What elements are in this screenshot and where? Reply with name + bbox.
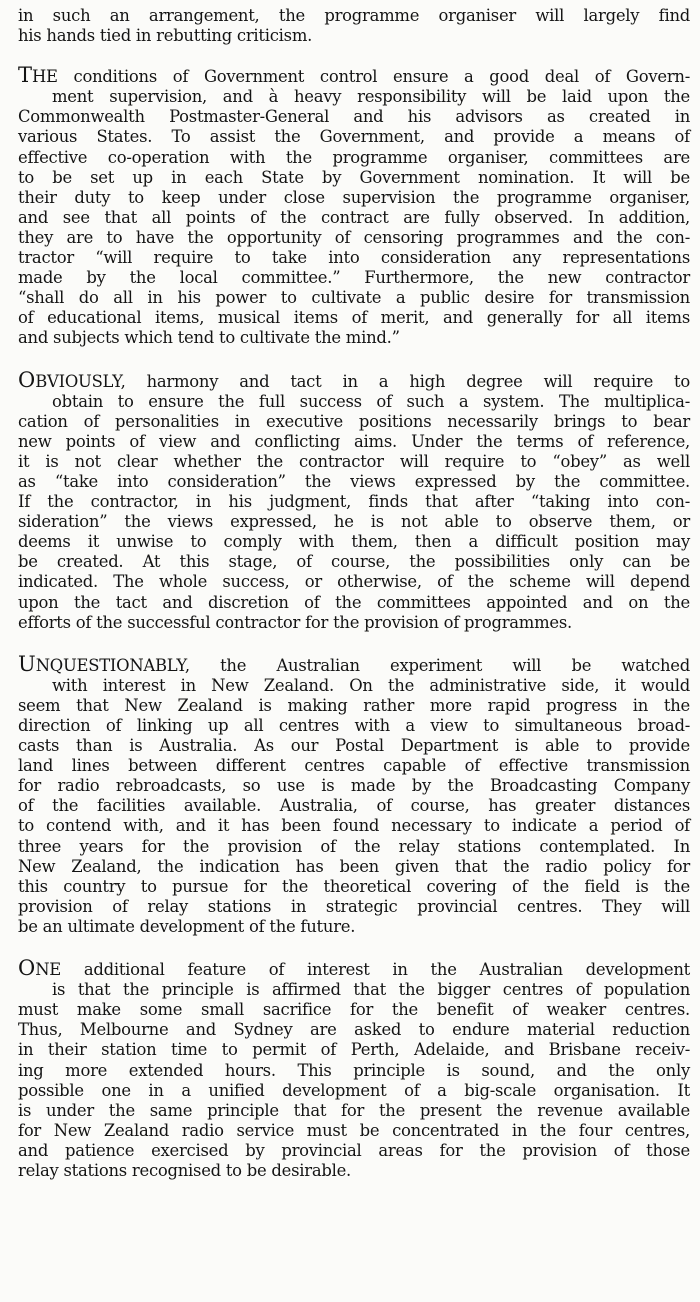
text-line: for New Zealand radio service must be concentrated in the four centres, [18, 1120, 690, 1140]
text-line: is that the principle is affirmed that the bigger centres of population [52, 980, 690, 1000]
text-line: Thus, Melbourne and Sydney are asked to endure material reduction [18, 1020, 690, 1040]
text-line: and patience exercised by provincial areas for the provision of those [18, 1140, 690, 1160]
text-line: with interest in New Zealand. On the administrative side, it would [52, 675, 690, 695]
text-line: in their station time to permit of Perth, Adelaide, and Brisbane receiv- [18, 1040, 690, 1060]
initial-letter: U [18, 651, 36, 676]
text-line: deems it unwise to comply with them, then a difficult position may [18, 532, 690, 552]
text-line: of educational items, musical items of merit, and generally for all items [18, 308, 690, 328]
text-line: they are to have the opportunity of censoring programmes and the con- [18, 227, 690, 247]
text-line-rest: HE conditions of Government control ensure a good deal of Govern- [32, 67, 690, 87]
text-line-rest: NQUESTIONABLY, the Australian experiment will be watched [35, 655, 690, 675]
text-line: direction of linking up all centres with a view to simultaneous broad- [18, 716, 690, 735]
text-line: be created. At this stage, of course, the possibilities only can be [18, 552, 690, 572]
text-line: ment supervision, and à heavy responsibility will be laid upon the [52, 87, 690, 107]
text-line: casts than is Australia. As our Postal Department is able to provide [18, 736, 690, 756]
text-line: his hands tied in rebutting criticism. [18, 26, 313, 46]
text-line: this country to pursue for the theoretical covering of the field is the [18, 876, 690, 896]
paragraph-additional-feature [18, 956, 690, 1181]
text-line: ing more extended hours. This principle is sound, and the only [18, 1060, 690, 1080]
text-line [18, 367, 690, 392]
paragraph-government-control [18, 63, 690, 348]
text-line: “shall do all in his power to cultivate a public desire for transmission [18, 288, 690, 308]
text-line: Commonwealth Postmaster-General and his advisors as created in [18, 107, 690, 127]
text-line: in such an arrangement, the programme organiser will largely find [18, 6, 690, 25]
text-line: relay stations recognised to be desirable. [18, 1160, 352, 1180]
paragraph-continuation [18, 6, 690, 46]
text-line: be an ultimate development of the future. [18, 916, 356, 936]
text-line: obtain to ensure the full success of such a system. The multiplica- [52, 391, 690, 411]
text-line: provision of relay stations in strategic provincial centres. They will [18, 896, 690, 916]
text-line: must make some small sacrifice for the benefit of weaker centres. [18, 1000, 690, 1020]
text-line: for radio rebroadcasts, so use is made by the Broadcasting Company [18, 776, 690, 796]
text-line: three years for the provision of the relay stations contemplated. In [18, 836, 690, 856]
text-line: of the facilities available. Australia, of course, has greater distances [18, 796, 690, 816]
text-line-rest: BVIOUSLY, harmony and tact in a high degree will require to [35, 371, 690, 391]
text-line: is under the same principle that for the present the revenue available [18, 1100, 690, 1120]
text-line: new points of view and conflicting aims. Under the terms of reference, [18, 431, 690, 451]
text-line: cation of personalities in executive positions necessarily brings to bear [18, 411, 690, 431]
paragraph-harmony-and-tact [18, 367, 690, 633]
text-line: land lines between different centres capable of effective transmission [18, 756, 690, 776]
paragraph-australian-experiment [18, 651, 690, 937]
text-line: tractor “will require to take into consideration any representations [18, 248, 690, 268]
text-line-rest: NE additional feature of interest in the Australian development [35, 960, 690, 980]
text-line: indicated. The whole success, or otherwise, of the scheme will depend [18, 572, 690, 592]
text-line [18, 651, 690, 676]
text-line: and subjects which tend to cultivate the mind.” [18, 328, 400, 348]
text-line: New Zealand, the indication has been given that the radio policy for [18, 856, 690, 876]
text-line: possible one in a unified development of a big-scale organisation. It [18, 1080, 690, 1100]
text-line [18, 956, 690, 981]
text-line: to contend with, and it has been found necessary to indicate a period of [18, 816, 690, 836]
initial-letter: T [18, 63, 33, 88]
text-line: and see that all points of the contract are fully observed. In addition, [18, 207, 690, 227]
text-line: seem that New Zealand is making rather more rapid progress in the [18, 695, 690, 715]
text-line: their duty to keep under close supervision the programme organiser, [18, 187, 690, 207]
text-line: to be set up in each State by Government nomination. It will be [18, 167, 690, 187]
text-line: effective co-operation with the programme organiser, committees are [18, 147, 690, 167]
text-line: various States. To assist the Government, and provide a means of [18, 127, 690, 147]
text-line: made by the local committee.” Furthermore, the new contractor [18, 268, 690, 288]
text-line: upon the tact and discretion of the committees appointed and on the [18, 592, 690, 612]
text-line: it is not clear whether the contractor will require to “obey” as well [18, 451, 690, 471]
text-line: sideration” the views expressed, he is not able to observe them, or [18, 512, 690, 532]
text-line: If the contractor, in his judgment, finds that after “taking into con- [18, 492, 690, 512]
initial-letter: O [18, 367, 36, 392]
text-line: as “take into consideration” the views expressed by the committee. [18, 471, 690, 491]
initial-letter: O [18, 956, 36, 981]
text-line [18, 63, 690, 88]
text-line: efforts of the successful contractor for the provision of programmes. [18, 612, 572, 632]
